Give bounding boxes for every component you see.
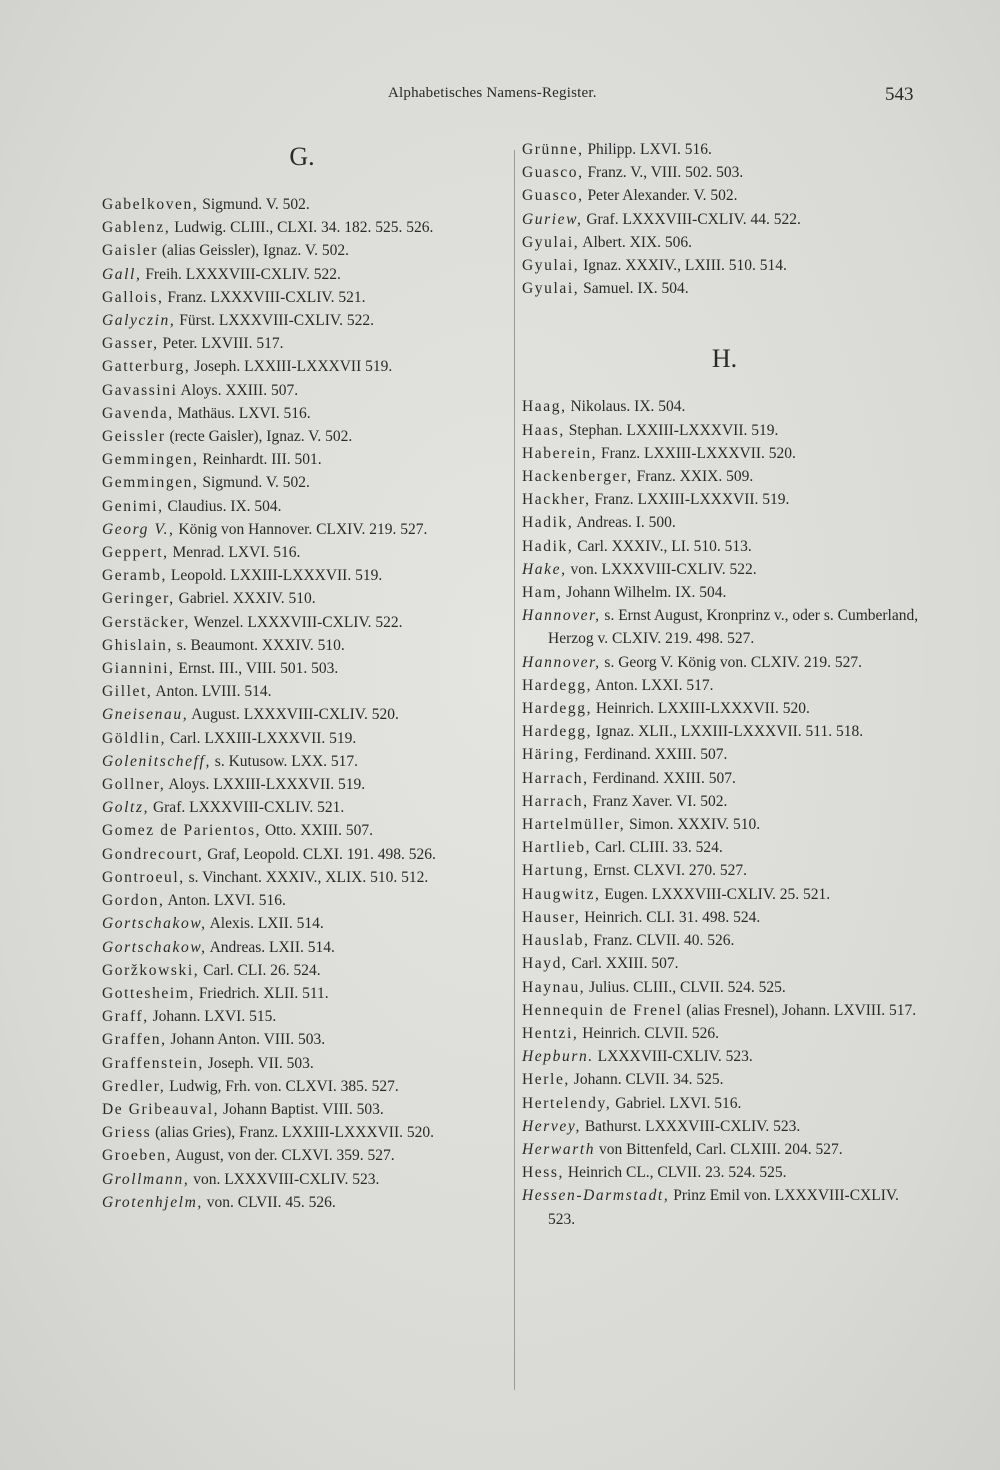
entry-references: (recte Gaisler), Ignaz. V. 502. — [165, 428, 353, 446]
entry-references: Gabriel. XXXIV. 510. — [174, 590, 316, 608]
register-entry — [102, 587, 507, 610]
entry-name: Galyczin, — [102, 312, 176, 330]
register-entry — [102, 286, 507, 309]
entry-references: Sigmund. V. 502. — [198, 474, 310, 492]
entry-references: Joseph. LXXIII-LXXXVII 519. — [190, 358, 393, 376]
entry-references: König von Hannover. CLXIV. 219. 527. — [174, 520, 428, 538]
entry-name: Grünne, — [522, 141, 584, 158]
register-entry — [102, 1075, 507, 1098]
register-entry — [102, 611, 507, 634]
entry-references: Wenzel. LXXXVIII-CXLIV. 522. — [189, 613, 403, 631]
entry-references: Julius. CLIII., CLVII. 524. 525. — [585, 978, 786, 996]
entry-name: Herle, — [522, 1071, 570, 1089]
entry-references: Carl. XXXIV., LI. 510. 513. — [573, 537, 752, 555]
register-entry — [102, 448, 507, 471]
entry-references: Graf. LXXXVIII-CXLIV. 521. — [149, 799, 345, 817]
register-entry — [102, 819, 507, 842]
register-entry — [522, 1184, 927, 1230]
entry-references: (alias Fresnel), Johann. LXVIII. 517. — [682, 1001, 917, 1019]
entry-name: Gillet, — [102, 683, 153, 701]
entry-references: August. LXXXVIII-CXLIV. 520. — [188, 706, 399, 724]
right-column — [522, 138, 927, 1231]
entry-references: Otto. XXIII. 507. — [261, 822, 374, 840]
entry-references: Philipp. LXVI. 516. — [583, 141, 712, 158]
entry-name: Gatterburg, — [102, 358, 191, 376]
register-entry — [522, 511, 927, 534]
register-entry — [102, 634, 507, 657]
register-entry — [102, 193, 507, 216]
entry-name: Hessen-Darmstadt, — [522, 1187, 670, 1205]
entry-name: Hackenberger, — [522, 468, 633, 486]
entry-references: Nikolaus. IX. 504. — [566, 398, 686, 416]
entry-name: Haas, — [522, 421, 565, 439]
register-entry — [522, 767, 927, 790]
entry-name: Grollmann, — [102, 1170, 190, 1188]
entry-references: Johann Anton. VIII. 503. — [166, 1031, 326, 1049]
entry-name: Guriew, — [522, 210, 583, 228]
register-entry — [522, 184, 927, 207]
register-entry — [102, 309, 507, 332]
entry-name: Hadik, — [522, 537, 574, 555]
entry-name: Hardegg, — [522, 700, 593, 718]
entry-references: Graf, Leopold. CLXI. 191. 498. 526. — [203, 845, 436, 863]
entry-references: Joseph. VII. 503. — [203, 1054, 314, 1072]
register-entry — [102, 982, 507, 1005]
entry-name: Gordon, — [102, 892, 165, 910]
register-entry — [522, 813, 927, 836]
entry-references: von Bittenfeld, Carl. CLXIII. 204. 527. — [595, 1140, 843, 1158]
entry-name: Hannover, — [522, 653, 601, 671]
entry-references: Claudius. IX. 504. — [163, 497, 282, 515]
register-entry — [522, 581, 927, 604]
entry-name: Ghislain, — [102, 636, 173, 654]
entry-name: Häring, — [522, 746, 581, 764]
entry-name: Hadik, — [522, 514, 574, 532]
entry-references: Reinhardt. III. 501. — [198, 451, 322, 469]
register-entry — [522, 836, 927, 859]
register-entry — [522, 859, 927, 882]
entry-name: Gaisler — [102, 242, 158, 260]
entry-references: Franz. LXXIII-LXXXVII. 520. — [597, 444, 796, 462]
entry-references: Franz. V., VIII. 502. 503. — [583, 164, 744, 182]
register-entry — [522, 488, 927, 511]
entry-name: Graffenstein, — [102, 1054, 204, 1072]
entry-references: (alias Geissler), Ignaz. V. 502. — [157, 242, 349, 260]
register-entry — [522, 254, 927, 277]
entry-name: Gavassini — [102, 381, 178, 399]
entry-references: Johann Baptist. VIII. 503. — [219, 1100, 384, 1118]
register-entry — [102, 355, 507, 378]
register-entry — [102, 727, 507, 750]
entry-references: Johann. CLVII. 34. 525. — [569, 1071, 724, 1089]
entry-references: Franz. LXXIII-LXXXVII. 519. — [590, 491, 790, 509]
entry-references: Ernst. III., VIII. 501. 503. — [174, 660, 339, 678]
entry-references: Fürst. LXXXVIII-CXLIV. 522. — [175, 312, 374, 330]
entry-name: Gneisenau, — [102, 706, 189, 724]
page-number: 543 — [885, 84, 914, 105]
register-entry — [102, 332, 507, 355]
left-entry-list — [102, 193, 507, 1214]
entry-name: Gablenz, — [102, 219, 171, 237]
entry-references: Anton. LXXI. 517. — [592, 676, 714, 694]
entry-name: Haberein, — [522, 444, 598, 462]
register-entry — [522, 535, 927, 558]
entry-references: Andreas. I. 500. — [573, 514, 676, 532]
entry-references: s. Ernst August, Kronprinz v., oder s. Cumberland, Herzog v. CLXIV. 219. 498. 527. — [548, 607, 919, 648]
entry-references: Franz Xaver. VI. 502. — [588, 792, 728, 810]
entry-name: Geppert, — [102, 544, 169, 562]
register-entry — [522, 743, 927, 766]
entry-references: Heinrich. CLVII. 526. — [578, 1024, 720, 1042]
register-entry — [102, 889, 507, 912]
entry-name: Hartlieb, — [522, 839, 592, 857]
entry-references: Franz. LXXXVIII-CXLIV. 521. — [163, 288, 366, 306]
entry-references: Eugen. LXXXVIII-CXLIV. 25. 521. — [600, 885, 831, 903]
entry-name: Graffen, — [102, 1031, 167, 1049]
register-entry — [102, 1098, 507, 1121]
entry-name: Gyulai, — [522, 257, 580, 275]
register-entry — [522, 1092, 927, 1115]
register-entry — [522, 999, 927, 1022]
entry-name: Göldlin, — [102, 729, 167, 747]
entry-references: Sigmund. V. 502. — [198, 196, 310, 213]
register-entry — [522, 161, 927, 184]
register-entry — [522, 976, 927, 999]
entry-name: Haynau, — [522, 978, 586, 996]
entry-name: Hardegg, — [522, 676, 593, 694]
running-head: Alphabetisches Namens-Register. — [388, 85, 597, 101]
entry-name: Groeben, — [102, 1147, 173, 1165]
entry-references: Ignaz. XXXIV., LXIII. 510. 514. — [579, 257, 787, 275]
entry-name: Ham, — [522, 584, 563, 602]
entry-name: Gerstäcker, — [102, 613, 190, 631]
register-entry — [522, 906, 927, 929]
entry-references: Stephan. LXXIII-LXXXVII. 519. — [564, 421, 779, 439]
entry-name: Hepburn. — [522, 1048, 594, 1066]
register-entry — [522, 697, 927, 720]
entry-references: von. LXXXVIII-CXLIV. 523. — [189, 1170, 380, 1188]
entry-name: Guasco, — [522, 187, 584, 205]
register-entry — [102, 495, 507, 518]
entry-references: Albert. XIX. 506. — [579, 233, 693, 251]
register-entry — [102, 912, 507, 935]
entry-references: Ferdinand. XXIII. 507. — [588, 769, 736, 787]
entry-name: Gemmingen, — [102, 451, 199, 469]
entry-name: Hayd, — [522, 955, 568, 973]
entry-references: Johann. LXVI. 515. — [148, 1008, 277, 1026]
register-entry — [522, 952, 927, 975]
entry-references: Aloys. LXXIII-LXXXVII. 519. — [165, 776, 366, 794]
register-entry — [102, 1191, 507, 1214]
entry-name: Genimi, — [102, 497, 164, 515]
right-top-entry-list — [522, 138, 927, 300]
entry-references: Franz. CLVII. 40. 526. — [589, 932, 735, 950]
entry-name: Gasser, — [102, 335, 159, 353]
section-heading-g: G. — [289, 142, 315, 171]
register-entry — [102, 425, 507, 448]
entry-references: Graf. LXXXVIII-CXLIV. 44. 522. — [582, 210, 801, 228]
register-entry — [102, 1005, 507, 1028]
section-heading-h: H. — [711, 344, 738, 374]
entry-name: Gondrecourt, — [102, 845, 204, 863]
entry-references: Ernst. CLXVI. 270. 527. — [589, 862, 748, 880]
entry-name: Gortschakow, — [102, 915, 207, 933]
entry-references: Prinz Emil von. LXXXVIII-CXLIV. 523. — [548, 1187, 899, 1228]
entry-name: Haugwitz, — [522, 885, 601, 903]
entry-name: Giannini, — [102, 660, 175, 678]
entry-name: Gottesheim, — [102, 984, 195, 1002]
entry-name: Georg V., — [102, 520, 175, 538]
entry-references: August, von der. CLXVI. 359. 527. — [172, 1147, 395, 1165]
entry-references: Simon. XXXIV. 510. — [625, 816, 761, 834]
entry-references: Anton. LXVI. 516. — [164, 892, 286, 910]
entry-name: Haag, — [522, 398, 567, 416]
register-entry — [522, 277, 927, 300]
entry-name: Hentzi, — [522, 1024, 579, 1042]
entry-references: Samuel. IX. 504. — [579, 280, 689, 298]
register-entry — [102, 564, 507, 587]
entry-references: (alias Gries), Franz. LXXIII-LXXXVII. 520. — [151, 1124, 435, 1142]
entry-references: Carl. CLI. 26. 524. — [199, 961, 321, 979]
register-entry — [102, 471, 507, 494]
register-entry — [102, 518, 507, 541]
register-entry — [102, 1168, 507, 1191]
register-entry — [522, 395, 927, 418]
entry-name: Geissler — [102, 428, 166, 446]
entry-references: Friedrich. XLII. 511. — [194, 984, 329, 1002]
register-entry — [102, 866, 507, 889]
entry-name: Hauslab, — [522, 932, 590, 950]
entry-references: Aloys. XXIII. 507. — [177, 381, 299, 399]
entry-references: von. LXXXVIII-CXLIV. 522. — [566, 560, 757, 578]
entry-name: Golenitscheff, — [102, 752, 211, 770]
register-entry — [522, 674, 927, 697]
entry-references: s. Georg V. König von. CLXIV. 219. 527. — [600, 653, 863, 671]
register-entry — [522, 442, 927, 465]
entry-name: Gyulai, — [522, 233, 580, 251]
entry-references: Heinrich. CLI. 31. 498. 524. — [580, 908, 761, 926]
entry-name: Gollner, — [102, 776, 166, 794]
entry-references: Bathurst. LXXXVIII-CXLIV. 523. — [580, 1117, 801, 1135]
register-entry — [522, 1045, 927, 1068]
entry-name: Gemmingen, — [102, 474, 199, 492]
entry-name: Hennequin de Frenel — [522, 1001, 683, 1019]
entry-references: Alexis. LXII. 514. — [206, 915, 324, 933]
entry-references: Ludwig. CLIII., CLXI. 34. 182. 525. 526. — [170, 219, 434, 237]
register-entry — [102, 216, 507, 239]
entry-name: Gavenda, — [102, 404, 174, 422]
entry-references: Heinrich CL., CLVII. 23. 524. 525. — [564, 1164, 787, 1182]
entry-name: Gredler, — [102, 1077, 166, 1095]
entry-references: Johann Wilhelm. IX. 504. — [562, 584, 727, 602]
register-entry — [102, 657, 507, 680]
register-entry — [102, 750, 507, 773]
register-entry — [522, 790, 927, 813]
register-entry — [102, 843, 507, 866]
entry-name: Hartung, — [522, 862, 590, 880]
entry-name: Hess, — [522, 1164, 565, 1182]
entry-references: Heinrich. LXXIII-LXXXVII. 520. — [592, 700, 810, 718]
entry-name: Gomez de Parientos, — [102, 822, 262, 840]
register-entry — [522, 929, 927, 952]
entry-references: Andreas. LXII. 514. — [206, 938, 335, 956]
entry-name: De Gribeauval, — [102, 1100, 220, 1118]
entry-name: Hervey, — [522, 1117, 581, 1135]
register-entry — [522, 1115, 927, 1138]
left-column — [102, 138, 507, 1214]
register-entry — [522, 138, 927, 161]
register-entry — [102, 541, 507, 564]
right-entry-list — [522, 395, 927, 1230]
entry-name: Harrach, — [522, 792, 589, 810]
entry-name: Herwarth — [522, 1140, 596, 1158]
register-entry — [522, 558, 927, 581]
entry-references: Gabriel. LXVI. 516. — [611, 1094, 742, 1112]
register-entry — [102, 379, 507, 402]
register-entry — [102, 1121, 507, 1144]
entry-name: Griess — [102, 1124, 152, 1142]
entry-name: Gallois, — [102, 288, 164, 306]
register-entry — [102, 936, 507, 959]
entry-references: Carl. CLIII. 33. 524. — [591, 839, 723, 857]
register-entry — [522, 231, 927, 254]
entry-references: Ludwig, Frh. von. CLXVI. 385. 527. — [165, 1077, 399, 1095]
entry-name: Goltz, — [102, 799, 150, 817]
entry-name: Guasco, — [522, 164, 584, 182]
entry-name: Grotenhjelm, — [102, 1193, 203, 1211]
register-entry — [102, 239, 507, 262]
entry-references: Peter Alexander. V. 502. — [583, 187, 738, 205]
entry-references: s. Kutusow. LXX. 517. — [210, 752, 359, 770]
register-entry — [522, 1022, 927, 1045]
register-entry — [102, 1144, 507, 1167]
entry-references: Mathäus. LXVI. 516. — [173, 404, 311, 422]
register-entry — [522, 465, 927, 488]
register-entry — [102, 402, 507, 425]
register-entry — [102, 1052, 507, 1075]
entry-name: Hannover, — [522, 607, 601, 625]
register-entry — [522, 1138, 927, 1161]
register-entry — [522, 419, 927, 442]
register-entry — [102, 680, 507, 703]
register-entry — [522, 208, 927, 231]
entry-references: von. CLVII. 45. 526. — [202, 1193, 336, 1211]
entry-name: Gabelkoven, — [102, 196, 199, 213]
entry-name: Harrach, — [522, 769, 589, 787]
entry-name: Gontroeul, — [102, 868, 185, 886]
entry-references: Ignaz. XLII., LXXIII-LXXXVII. 511. 518. — [592, 723, 864, 741]
entry-name: Hartelmüller, — [522, 816, 626, 834]
entry-name: Hake, — [522, 560, 567, 578]
entry-name: Geringer, — [102, 590, 175, 608]
register-entry — [522, 604, 927, 650]
entry-references: Carl. XXIII. 507. — [567, 955, 679, 973]
entry-references: Franz. XXIX. 509. — [632, 468, 754, 486]
entry-references: Peter. LXVIII. 517. — [158, 335, 284, 353]
register-entry — [522, 720, 927, 743]
entry-references: Carl. LXXIII-LXXXVII. 519. — [166, 729, 357, 747]
entry-name: Graff, — [102, 1008, 149, 1026]
register-entry — [102, 263, 507, 286]
column-divider — [514, 150, 515, 1390]
entry-name: Gall, — [102, 265, 142, 283]
register-entry — [522, 883, 927, 906]
entry-references: LXXXVIII-CXLIV. 523. — [593, 1048, 753, 1066]
register-entry — [522, 1068, 927, 1091]
entry-name: Gortschakow, — [102, 938, 207, 956]
entry-references: s. Vinchant. XXXIV., XLIX. 510. 512. — [184, 868, 429, 886]
entry-name: Hardegg, — [522, 723, 593, 741]
entry-references: Freih. LXXXVIII-CXLIV. 522. — [141, 265, 341, 283]
entry-name: Hauser, — [522, 908, 581, 926]
register-entry — [522, 1161, 927, 1184]
register-entry — [102, 703, 507, 726]
entry-name: Goržkowski, — [102, 961, 200, 979]
register-entry — [102, 1028, 507, 1051]
entry-references: Ferdinand. XXIII. 507. — [580, 746, 728, 764]
entry-references: s. Beaumont. XXXIV. 510. — [172, 636, 345, 654]
register-entry — [102, 796, 507, 819]
entry-name: Hackher, — [522, 491, 591, 509]
register-entry — [102, 773, 507, 796]
entry-name: Geramb, — [102, 567, 167, 585]
entry-references: Leopold. LXXIII-LXXXVII. 519. — [167, 567, 383, 585]
entry-references: Anton. LVIII. 514. — [152, 683, 272, 701]
register-entry — [522, 651, 927, 674]
entry-name: Hertelendy, — [522, 1094, 612, 1112]
register-entry — [102, 959, 507, 982]
section-spacer — [522, 300, 927, 340]
entry-references: Menrad. LXVI. 516. — [168, 544, 301, 562]
entry-name: Gyulai, — [522, 280, 580, 298]
